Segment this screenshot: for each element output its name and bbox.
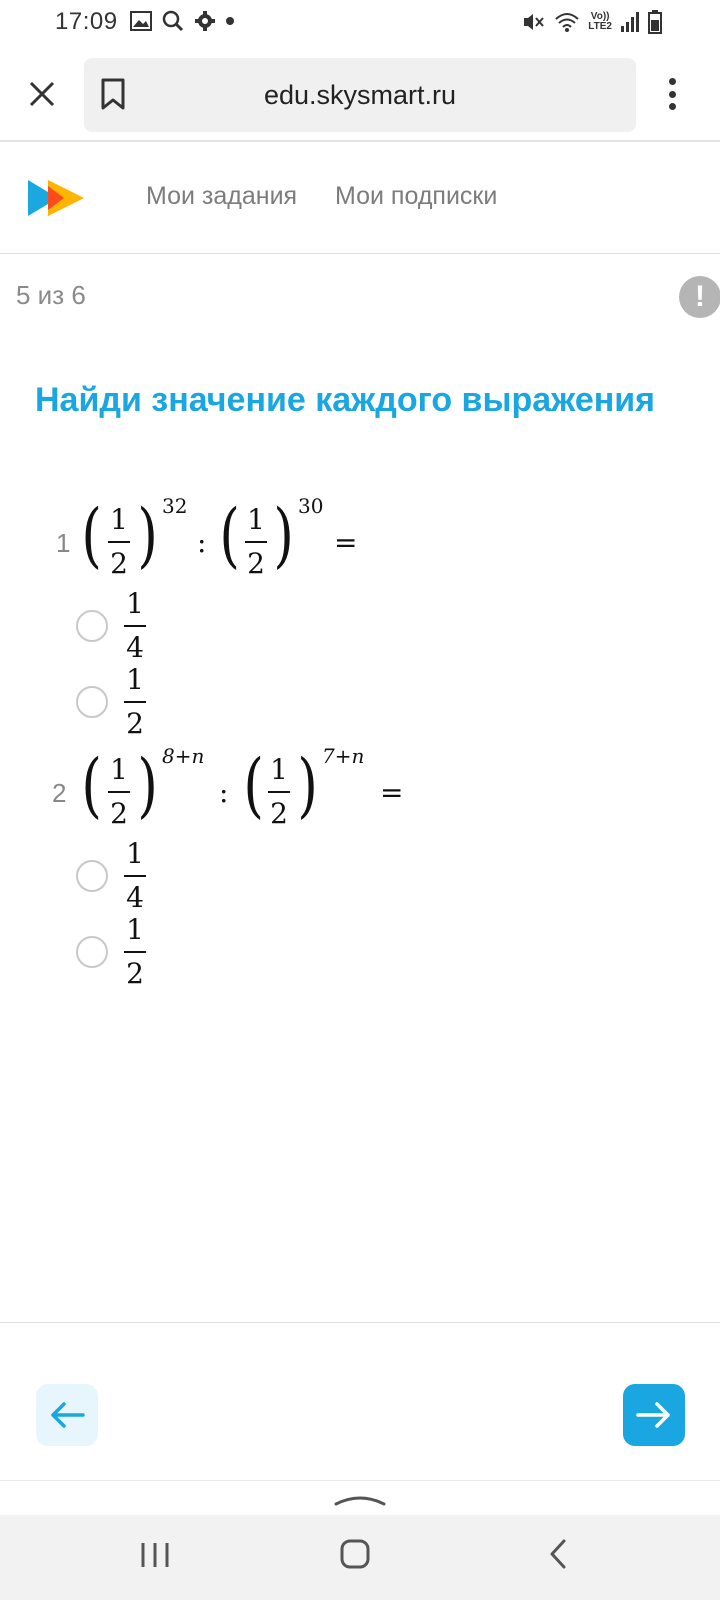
close-icon	[28, 80, 56, 108]
alert-icon: !	[695, 280, 705, 313]
search-icon	[162, 10, 184, 32]
exponent: 30	[298, 494, 324, 518]
back-icon[interactable]	[548, 1539, 568, 1569]
network-type-label: Vo)) LTE2	[588, 11, 612, 32]
battery-icon	[648, 10, 662, 34]
chevron-up-icon[interactable]	[334, 1492, 386, 1508]
close-button[interactable]	[22, 74, 62, 114]
home-icon[interactable]	[340, 1539, 370, 1569]
clock: 17:09	[55, 8, 118, 35]
task-title: Найди значение каждого выражения	[35, 381, 656, 419]
exponent: 8+n	[162, 744, 205, 768]
equals-sign: =	[380, 776, 404, 809]
answer-option-label[interactable]: 1 2	[124, 915, 146, 989]
system-navigation-bar	[0, 1515, 720, 1600]
divider	[0, 1480, 720, 1481]
next-task-button[interactable]	[623, 1384, 685, 1446]
menu-dot	[669, 103, 676, 110]
wifi-icon	[554, 11, 580, 33]
notification-dot	[226, 17, 234, 25]
exponent: 32	[162, 494, 188, 518]
arrow-right-icon	[636, 1401, 672, 1429]
menu-dot	[669, 91, 676, 98]
previous-task-button[interactable]	[36, 1384, 98, 1446]
status-icons-left	[130, 10, 234, 32]
question-number: 1	[56, 528, 71, 558]
skysmart-logo[interactable]	[28, 176, 84, 220]
right-paren: )	[137, 494, 158, 576]
base-fraction: 1 2	[245, 505, 267, 579]
left-paren: (	[243, 744, 264, 826]
status-icons-right	[522, 10, 662, 34]
answer-radio[interactable]	[76, 936, 108, 968]
url-text[interactable]: edu.skysmart.ru	[263, 80, 457, 110]
right-paren: )	[273, 494, 294, 576]
answer-option-label[interactable]: 1 4	[124, 839, 146, 913]
answer-radio[interactable]	[76, 610, 108, 642]
nav-my-subscriptions[interactable]: Мои подписки	[335, 182, 498, 210]
division-operator: :	[197, 526, 207, 559]
right-paren: )	[297, 744, 318, 826]
answer-radio[interactable]	[76, 686, 108, 718]
recent-apps-icon[interactable]	[140, 1541, 170, 1569]
left-paren: (	[219, 494, 240, 576]
left-paren: (	[81, 744, 102, 826]
arrow-left-icon	[49, 1401, 85, 1429]
left-paren: (	[81, 494, 102, 576]
task-progress: 5 из 6	[16, 280, 86, 310]
base-fraction: 1 2	[268, 755, 290, 829]
report-button[interactable]	[679, 276, 720, 318]
answer-radio[interactable]	[76, 860, 108, 892]
division-operator: :	[219, 776, 229, 809]
menu-dot	[669, 78, 676, 85]
address-bar[interactable]	[84, 58, 636, 132]
answer-option-label[interactable]: 1 4	[124, 589, 146, 663]
divider	[0, 1322, 720, 1323]
answer-option-label[interactable]: 1 2	[124, 665, 146, 739]
exponent: 7+n	[322, 744, 365, 768]
browser-toolbar	[0, 46, 720, 142]
status-bar	[0, 0, 720, 46]
base-fraction: 1 2	[108, 505, 130, 579]
image-icon	[130, 11, 152, 31]
equals-sign: =	[334, 526, 358, 559]
base-fraction: 1 2	[108, 755, 130, 829]
gear-icon	[194, 10, 216, 32]
more-options-button[interactable]	[662, 74, 682, 114]
site-header	[0, 144, 720, 254]
mute-icon	[522, 11, 546, 33]
question-number: 2	[52, 778, 67, 808]
nav-my-tasks[interactable]: Мои задания	[146, 182, 298, 210]
signal-icon	[620, 11, 640, 33]
right-paren: )	[137, 744, 158, 826]
